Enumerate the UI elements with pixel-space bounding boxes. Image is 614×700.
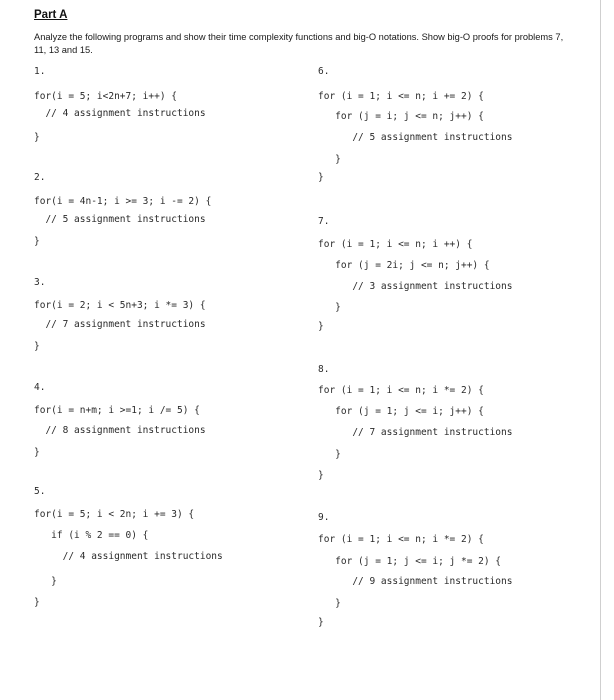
problem-8-code-line: for (j = 1; j <= i; j++) { <box>318 406 484 417</box>
problem-2-code-line: for(i = 4n-1; i >= 3; i -= 2) { <box>34 196 212 207</box>
problem-7-code-line: // 3 assignment instructions <box>318 281 513 292</box>
problem-9-number: 9. <box>318 512 330 523</box>
problem-6-number: 6. <box>318 66 330 77</box>
problem-6-code-line: } <box>318 172 324 183</box>
problem-9-code-line: } <box>318 617 324 628</box>
problem-8-code-line: for (i = 1; i <= n; i *= 2) { <box>318 385 484 396</box>
problem-4-number: 4. <box>34 382 46 393</box>
problem-9-code-line: for (j = 1; j <= i; j *= 2) { <box>318 556 502 567</box>
problem-9-code-line: // 9 assignment instructions <box>318 576 513 587</box>
problem-5-code-line: } <box>34 576 57 587</box>
problem-1-code-line: for(i = 5; i<2n+7; i++) { <box>34 91 177 102</box>
problem-5-code-line: for(i = 5; i < 2n; i += 3) { <box>34 509 195 520</box>
problem-2-number: 2. <box>34 172 46 183</box>
problem-5-code-line: // 4 assignment instructions <box>34 551 223 562</box>
problem-6-code-line: for (j = i; j <= n; j++) { <box>318 111 484 122</box>
instructions-text: Analyze the following programs and show their time complexity functions and big-O notations. Show big-O proofs for problems 7, 11, 13 and 15. <box>34 32 564 55</box>
problem-2-code-line: // 5 assignment instructions <box>34 214 206 225</box>
problem-3-number: 3. <box>34 277 46 288</box>
part-heading: Part A <box>34 9 68 21</box>
problem-3-code-line: } <box>34 341 40 352</box>
problem-7-code-line: } <box>318 302 341 313</box>
problem-7-code-line: for (i = 1; i <= n; i ++) { <box>318 239 473 250</box>
problem-6-code-line: for (i = 1; i <= n; i += 2) { <box>318 91 484 102</box>
problem-5-code-line: if (i % 2 == 0) { <box>34 530 149 541</box>
problem-4-code-line: // 8 assignment instructions <box>34 425 206 436</box>
problem-7-code-line: for (j = 2i; j <= n; j++) { <box>318 260 490 271</box>
problem-9-code-line: } <box>318 598 341 609</box>
problem-1-code-line: // 4 assignment instructions <box>34 108 206 119</box>
problem-7-code-line: } <box>318 321 324 332</box>
problem-2-code-line: } <box>34 236 40 247</box>
problem-8-number: 8. <box>318 364 330 375</box>
problem-4-code-line: } <box>34 447 40 458</box>
problem-6-code-line: } <box>318 154 341 165</box>
problem-1-code-line: } <box>34 132 40 143</box>
problem-6-code-line: // 5 assignment instructions <box>318 132 513 143</box>
problem-5-number: 5. <box>34 486 46 497</box>
problem-8-code-line: } <box>318 449 341 460</box>
problem-1-number: 1. <box>34 66 46 77</box>
problem-7-number: 7. <box>318 216 330 227</box>
problem-9-code-line: for (i = 1; i <= n; i *= 2) { <box>318 534 484 545</box>
problem-4-code-line: for(i = n+m; i >=1; i /= 5) { <box>34 405 200 416</box>
problem-5-code-line: } <box>34 597 40 608</box>
problem-3-code-line: for(i = 2; i < 5n+3; i *= 3) { <box>34 300 206 311</box>
problem-8-code-line: } <box>318 470 324 481</box>
problem-8-code-line: // 7 assignment instructions <box>318 427 513 438</box>
problem-3-code-line: // 7 assignment instructions <box>34 319 206 330</box>
